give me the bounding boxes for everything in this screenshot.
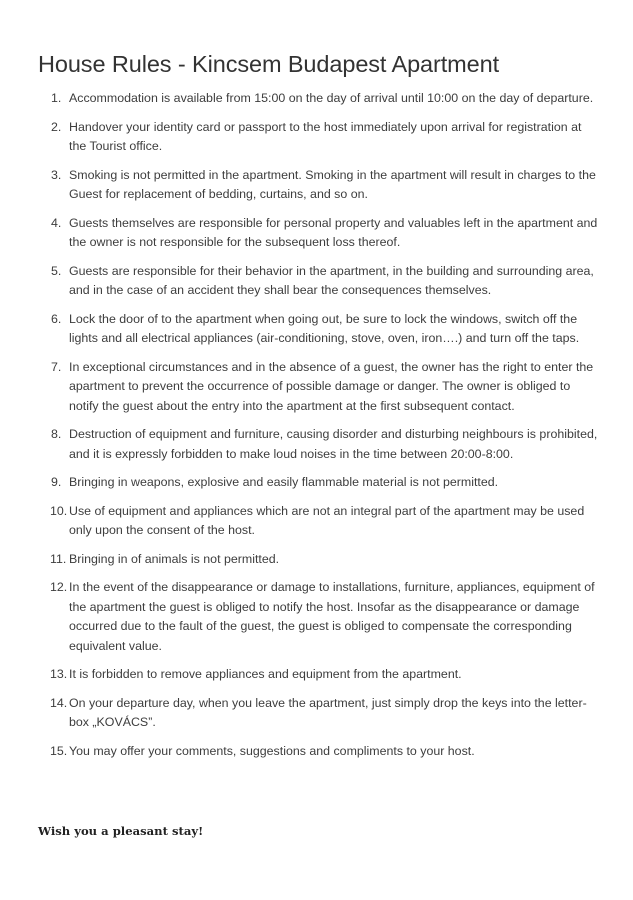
rule-text: Guests are responsible for their behavior in the apartment, in the building and surrounding area, and in the case of an accident they shall bear the consequences themselves. (69, 263, 594, 297)
rule-number: 5. (51, 263, 62, 278)
rule-number: 2. (51, 119, 62, 134)
rule-number: 13. (50, 667, 68, 681)
rule-item-2 (38, 118, 598, 157)
rule-text: It is forbidden to remove appliances and equipment from the apartment. (69, 667, 462, 681)
rule-text: In exceptional circumstances and in the absence of a guest, the owner has the right to enter the apartment to prevent the occurrence of possible damage or danger. The owner is obliged to notify the guest about the entry into the apartment at the first subsequent contact. (69, 359, 594, 413)
rule-item-15 (38, 742, 598, 762)
rule-number: 9. (51, 475, 62, 489)
rule-item-7 (38, 358, 598, 417)
rule-number: 14. (50, 695, 68, 710)
rule-text: Bringing in of animals is not permitted. (69, 551, 280, 566)
page-title: House Rules - Kincsem Budapest Apartment (38, 51, 500, 77)
rule-item-5 (38, 262, 598, 301)
rule-number: 11. (50, 551, 67, 566)
rule-item-8 (38, 425, 598, 464)
rule-text: Bringing in weapons, explosive and easily flammable material is not permitted. (69, 475, 499, 489)
rule-item-13 (38, 665, 598, 685)
rule-number: 6. (51, 311, 62, 326)
rule-item-9 (38, 473, 598, 493)
rule-number: 15. (50, 743, 68, 758)
rule-text: You may offer your comments, suggestions and compliments to your host. (69, 743, 475, 758)
rule-item-1 (38, 89, 598, 109)
rule-text: Smoking is not permitted in the apartment. Smoking in the apartment will result in charges to the Guest for replacement of bedding, curtains, and so on. (69, 167, 596, 201)
rule-number: 10. (50, 503, 68, 518)
rule-text: On your departure day, when you leave the apartment, just simply drop the keys into the letter-box „KOVÁCS”. (69, 695, 587, 729)
rule-item-12 (38, 578, 598, 656)
house-rules-list (38, 89, 598, 770)
rule-number: 4. (51, 215, 62, 230)
rule-item-3 (38, 166, 598, 205)
rule-text: Lock the door of to the apartment when going out, be sure to lock the windows, switch off the lights and all electrical appliances (air-conditioning, stove, oven, iron….) and turn off the taps. (69, 311, 580, 345)
closing-message: Wish you a pleasant stay! (38, 824, 204, 838)
rule-number: 7. (51, 359, 62, 374)
rule-number: 3. (51, 167, 62, 182)
rule-number: 8. (51, 427, 62, 441)
rule-text: In the event of the disappearance or damage to installations, furniture, appliances, equipment of the apartment the guest is obliged to notify the host. Insofar as the disappearance or damage occurred due to the fault of the guest, the guest is obliged to compensate the corresponding equivalent value. (69, 580, 595, 653)
rule-text: Guests themselves are responsible for personal property and valuables left in the apartment and the owner is not responsible for the subsequent loss thereof. (69, 215, 598, 249)
rule-text: Use of equipment and appliances which are not an integral part of the apartment may be used only upon the consent of the host. (69, 503, 585, 537)
rule-item-10 (38, 502, 598, 541)
rule-text: Accommodation is available from 15:00 on the day of arrival until 10:00 on the day of departure. (69, 91, 594, 105)
rule-item-6 (38, 310, 598, 349)
rule-item-14 (38, 694, 598, 733)
rule-text: Handover your identity card or passport to the host immediately upon arrival for registration at the Tourist office. (69, 119, 582, 153)
rule-item-4 (38, 214, 598, 253)
rule-text: Destruction of equipment and furniture, causing disorder and disturbing neighbours is prohibited, and it is expressly forbidden to make loud noises in the time between 20:00-8:00. (69, 427, 598, 461)
rule-number: 1. (51, 91, 62, 105)
rule-number: 12. (50, 580, 68, 594)
rule-item-11 (38, 550, 598, 570)
